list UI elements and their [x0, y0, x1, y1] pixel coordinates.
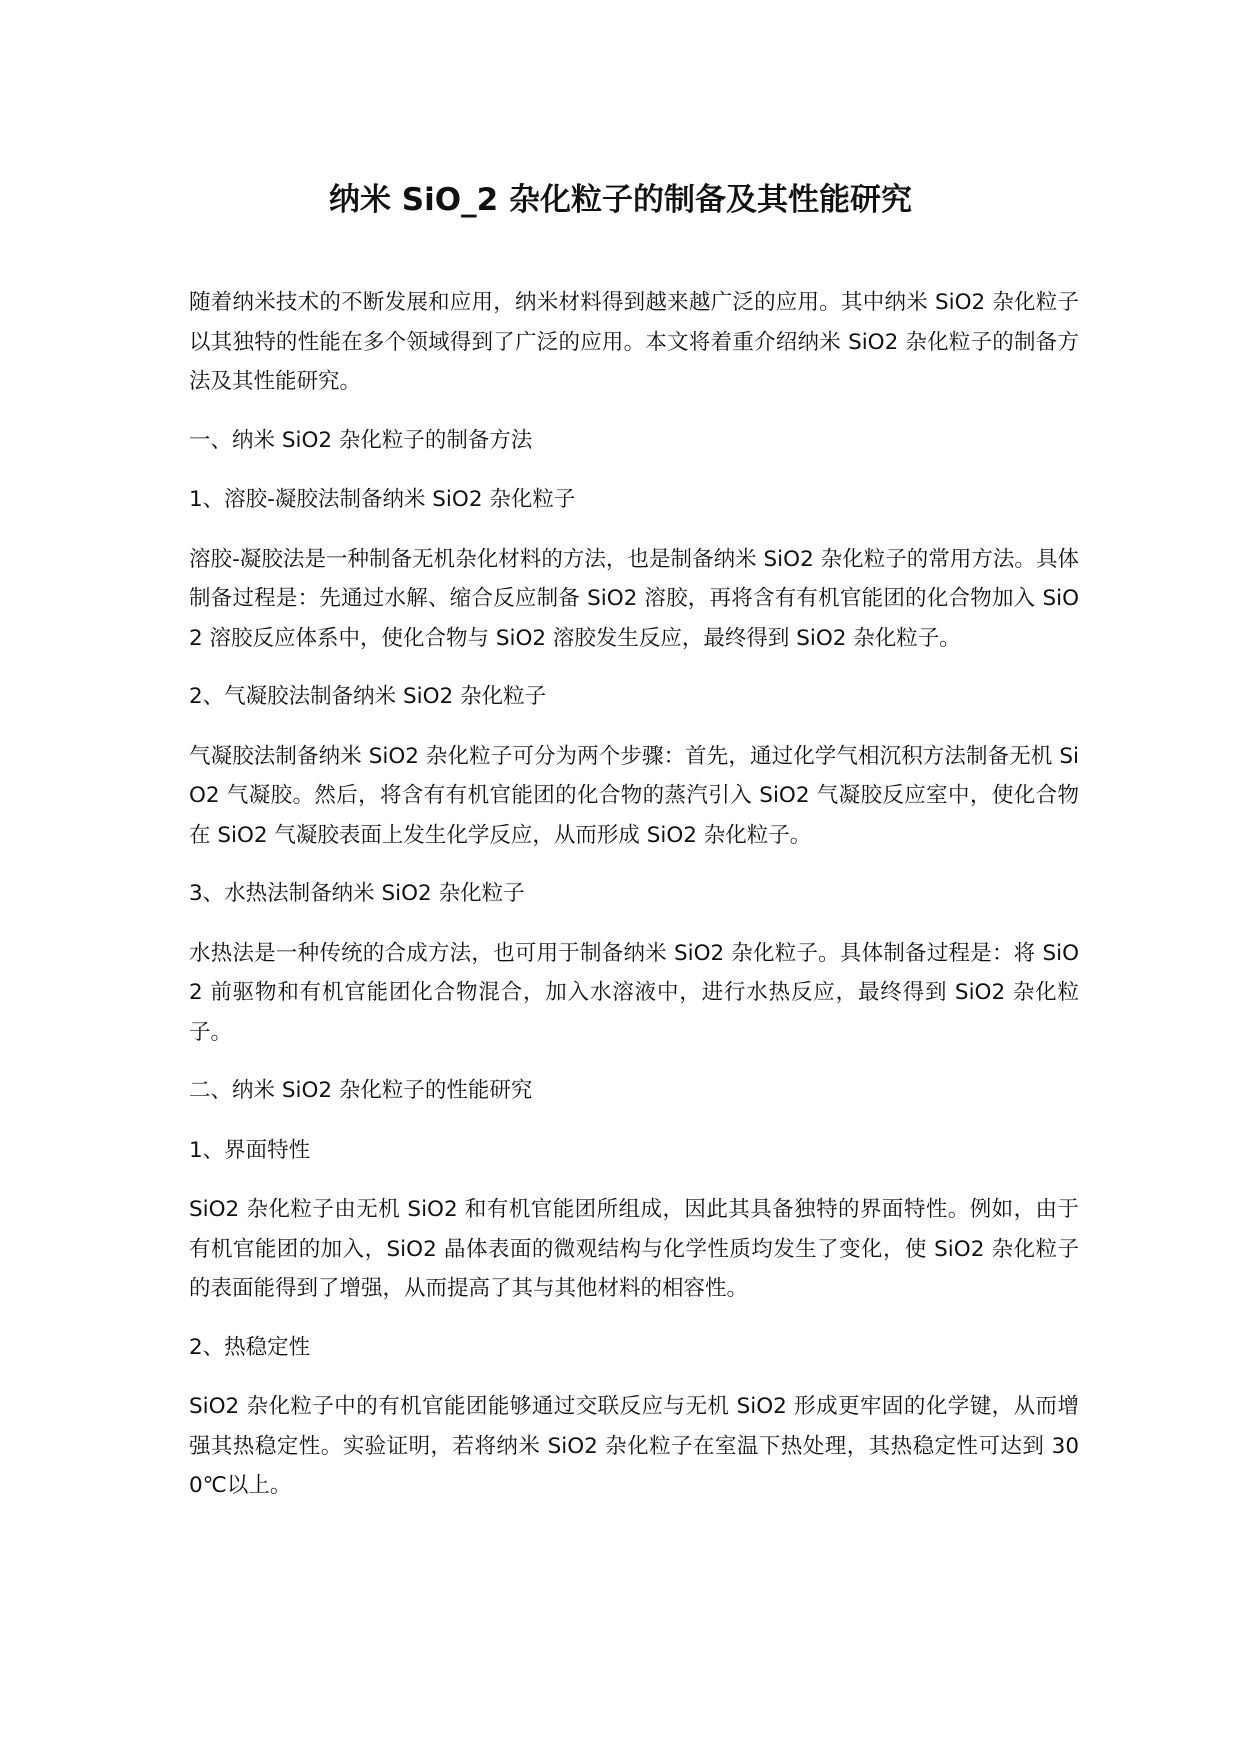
section-heading-preparation: 一、纳米 SiO2 杂化粒子的制备方法 [189, 427, 533, 453]
paragraph-hydrothermal: 水热法是一种传统的合成方法，也可用于制备纳米 SiO2 杂化粒子。具体制备过程是：将 SiO2 前驱物和有机官能团化合物混合，加入水溶液中，进行水热反应，最终得到 SiO2 杂化粒子。 [189, 940, 1079, 1045]
document-title: 纳米 SiO_2 杂化粒子的制备及其性能研究 [329, 182, 912, 218]
subheading-interface: 1、界面特性 [189, 1137, 311, 1163]
section-heading-performance: 二、纳米 SiO2 杂化粒子的性能研究 [189, 1078, 533, 1103]
subheading-aerogel: 2、气凝胶法制备纳米 SiO2 杂化粒子 [189, 684, 547, 709]
subheading-thermal-stability: 2、热稳定性 [189, 1334, 311, 1360]
paragraph-aerogel: 气凝胶法制备纳米 SiO2 杂化粒子可分为两个步骤：首先，通过化学气相沉积方法制备无机 SiO2 气凝胶。然后，将含有有机官能团的化合物的蒸汽引入 SiO2 气凝胶反应室中，使化合物在 SiO2 气凝胶表面上发生化学反应，从而形成 SiO2 杂化粒子。 [189, 743, 1079, 848]
paragraph-sol-gel: 溶胶-凝胶法是一种制备无机杂化材料的方法，也是制备纳米 SiO2 杂化粒子的常用方法。具体制备过程是：先通过水解、缩合反应制备 SiO2 溶胶，再将含有有机官能团的化合物加入 SiO2 溶胶反应体系中，使化合物与 SiO2 溶胶发生反应，最终得到 SiO2 杂化粒子。 [189, 546, 1079, 651]
paragraph-thermal-stability: SiO2 杂化粒子中的有机官能团能够通过交联反应与无机 SiO2 形成更牢固的化学键，从而增强其热稳定性。实验证明，若将纳米 SiO2 杂化粒子在室温下热处理，其热稳定性可达到 300℃以上。 [189, 1394, 1079, 1498]
subheading-sol-gel: 1、溶胶-凝胶法制备纳米 SiO2 杂化粒子 [189, 487, 576, 512]
paragraph-interface: SiO2 杂化粒子由无机 SiO2 和有机官能团所组成，因此其具备独特的界面特性。例如，由于有机官能团的加入，SiO2 晶体表面的微观结构与化学性质均发生了变化，使 SiO2 杂化粒子的表面能得到了增强，从而提高了其与其他材料的相容性。 [189, 1197, 1079, 1301]
document-body [189, 283, 1079, 1525]
subheading-hydrothermal: 3、水热法制备纳米 SiO2 杂化粒子 [189, 881, 525, 906]
intro-paragraph: 随着纳米技术的不断发展和应用，纳米材料得到越来越广泛的应用。其中纳米 SiO2 杂化粒子以其独特的性能在多个领域得到了广泛的应用。本文将着重介绍纳米 SiO2 杂化粒子的制备方法及其性能研究。 [189, 290, 1079, 394]
